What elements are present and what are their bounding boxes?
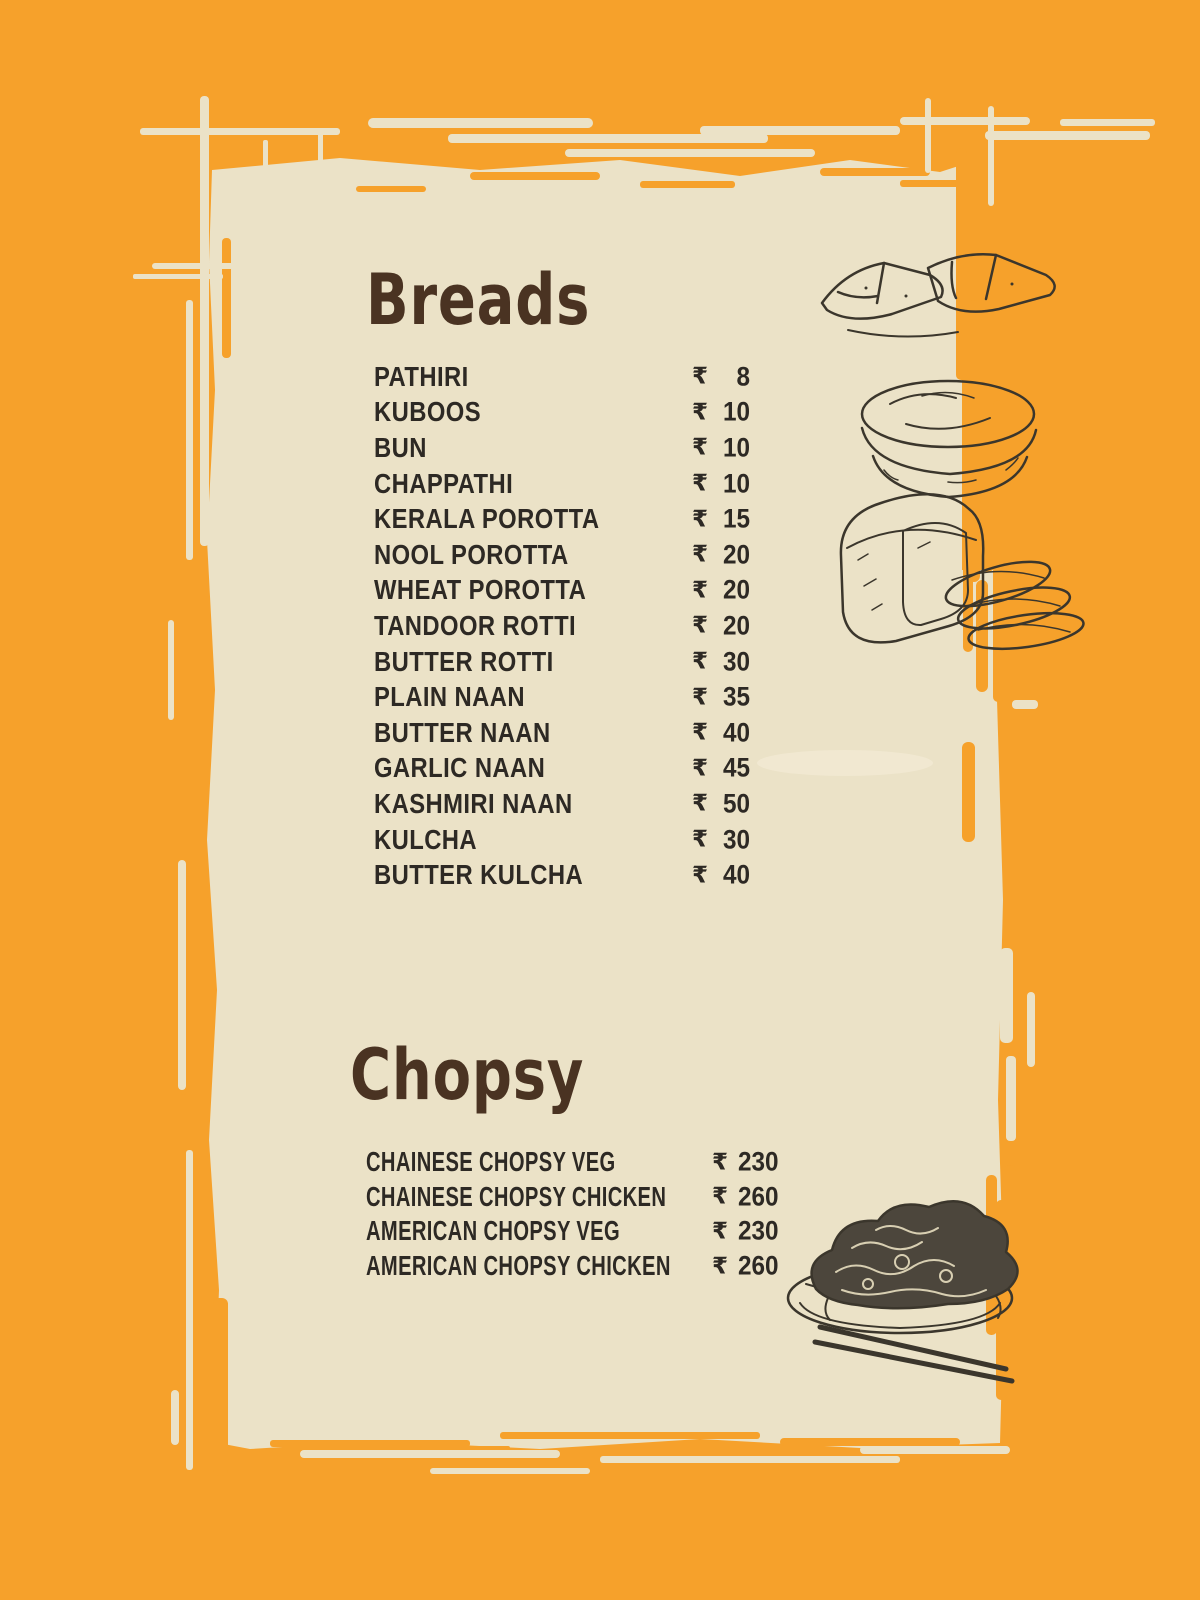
rupee-symbol: ₹ bbox=[692, 648, 709, 675]
menu-item-name: GARLIC NAAN bbox=[374, 752, 546, 784]
menu-item-price bbox=[712, 1147, 783, 1178]
menu-item-amount: 40 bbox=[722, 859, 750, 890]
menu-item-name: AMERICAN CHOPSY CHICKEN bbox=[366, 1250, 671, 1282]
menu-item-price bbox=[692, 682, 750, 713]
menu-item-amount: 40 bbox=[722, 717, 750, 748]
menu-item-row bbox=[374, 822, 774, 858]
menu-item-row bbox=[366, 1249, 806, 1284]
rupee-symbol: ₹ bbox=[692, 470, 709, 497]
menu-item-amount: 10 bbox=[722, 432, 750, 463]
menu-item-name: KERALA POROTTA bbox=[374, 503, 600, 535]
menu-item-amount: 10 bbox=[722, 468, 750, 499]
menu-item-amount: 260 bbox=[738, 1181, 779, 1212]
menu-item-row bbox=[374, 395, 774, 431]
rupee-symbol: ₹ bbox=[692, 684, 709, 711]
menu-item-name: WHEAT POROTTA bbox=[374, 574, 587, 606]
menu-item-name: NOOL POROTTA bbox=[374, 538, 569, 570]
menu-item-price bbox=[692, 397, 750, 428]
menu-item-row bbox=[374, 608, 774, 644]
rupee-symbol: ₹ bbox=[692, 363, 709, 390]
menu-item-row bbox=[374, 537, 774, 573]
menu-item-row bbox=[366, 1145, 806, 1180]
menu-item-name: KASHMIRI NAAN bbox=[374, 787, 573, 819]
menu-item-amount: 20 bbox=[722, 574, 750, 605]
rupee-symbol: ₹ bbox=[712, 1218, 729, 1245]
menu-item-amount: 20 bbox=[722, 539, 750, 570]
menu-item-name: CHAPPATHI bbox=[374, 467, 514, 499]
section-title-chopsy: Chopsy bbox=[350, 1034, 585, 1116]
menu-item-row bbox=[374, 679, 774, 715]
rupee-symbol: ₹ bbox=[692, 862, 709, 889]
menu-item-price bbox=[692, 860, 750, 891]
menu-item-price bbox=[692, 539, 750, 570]
menu-item-name: CHAINESE CHOPSY VEG bbox=[366, 1146, 616, 1178]
menu-item-price bbox=[692, 504, 750, 535]
menu-item-row bbox=[374, 644, 774, 680]
menu-item-row bbox=[374, 786, 774, 822]
rupee-symbol: ₹ bbox=[692, 541, 709, 568]
rupee-symbol: ₹ bbox=[692, 506, 709, 533]
menu-item-name: KULCHA bbox=[374, 823, 478, 855]
menu-item-amount: 30 bbox=[722, 824, 750, 855]
rupee-symbol: ₹ bbox=[692, 577, 709, 604]
menu-item-price bbox=[692, 432, 750, 463]
menu-item-price bbox=[712, 1251, 783, 1282]
menu-item-name: BUTTER KULCHA bbox=[374, 859, 584, 891]
menu-item-row bbox=[374, 501, 774, 537]
rupee-symbol: ₹ bbox=[692, 719, 709, 746]
menu-item-price bbox=[692, 646, 750, 677]
breads-menu-list bbox=[374, 359, 774, 893]
menu-item-amount: 260 bbox=[738, 1250, 779, 1281]
menu-item-name: BUN bbox=[374, 431, 427, 463]
rupee-symbol: ₹ bbox=[692, 612, 709, 639]
menu-item-price bbox=[692, 361, 750, 392]
menu-item-amount: 8 bbox=[736, 361, 750, 392]
menu-item-row bbox=[374, 466, 774, 502]
rupee-symbol: ₹ bbox=[692, 790, 709, 817]
menu-item-name: KUBOOS bbox=[374, 396, 482, 428]
menu-item-price bbox=[692, 610, 750, 641]
menu-item-row bbox=[366, 1180, 806, 1215]
menu-item-row bbox=[366, 1214, 806, 1249]
menu-item-amount: 50 bbox=[722, 788, 750, 819]
light-smudge bbox=[757, 750, 933, 776]
menu-item-price bbox=[692, 753, 750, 784]
rupee-symbol: ₹ bbox=[712, 1253, 729, 1280]
menu-item-row bbox=[374, 430, 774, 466]
menu-item-name: PATHIRI bbox=[374, 360, 469, 392]
menu-item-amount: 10 bbox=[722, 396, 750, 427]
menu-item-price bbox=[712, 1181, 783, 1212]
rupee-symbol: ₹ bbox=[712, 1183, 729, 1210]
menu-item-price bbox=[692, 788, 750, 819]
menu-item-amount: 35 bbox=[722, 681, 750, 712]
menu-item-row bbox=[374, 573, 774, 609]
menu-item-amount: 230 bbox=[738, 1215, 779, 1246]
menu-item-amount: 45 bbox=[722, 752, 750, 783]
section-title-breads: Breads bbox=[366, 259, 591, 341]
menu-item-row bbox=[374, 751, 774, 787]
rupee-symbol: ₹ bbox=[692, 434, 709, 461]
menu-item-row bbox=[374, 715, 774, 751]
rupee-symbol: ₹ bbox=[692, 755, 709, 782]
rupee-symbol: ₹ bbox=[712, 1149, 729, 1176]
menu-item-name: BUTTER ROTTI bbox=[374, 645, 554, 677]
menu-item-price bbox=[692, 575, 750, 606]
menu-item-name: CHAINESE CHOPSY CHICKEN bbox=[366, 1180, 667, 1212]
menu-item-name: BUTTER NAAN bbox=[374, 716, 551, 748]
menu-item-amount: 30 bbox=[722, 646, 750, 677]
rupee-symbol: ₹ bbox=[692, 399, 709, 426]
menu-item-price bbox=[712, 1216, 783, 1247]
menu-item-row bbox=[374, 857, 774, 893]
menu-item-price bbox=[692, 468, 750, 499]
menu-item-price bbox=[692, 824, 750, 855]
rupee-symbol: ₹ bbox=[692, 826, 709, 853]
menu-item-name: PLAIN NAAN bbox=[374, 681, 526, 713]
menu-item-price bbox=[692, 717, 750, 748]
menu-item-amount: 230 bbox=[738, 1146, 779, 1177]
menu-item-name: AMERICAN CHOPSY VEG bbox=[366, 1215, 621, 1247]
menu-item-name: TANDOOR ROTTI bbox=[374, 609, 577, 641]
menu-item-row bbox=[374, 359, 774, 395]
menu-item-amount: 15 bbox=[722, 503, 750, 534]
chopsy-menu-list bbox=[366, 1145, 806, 1283]
menu-item-amount: 20 bbox=[722, 610, 750, 641]
